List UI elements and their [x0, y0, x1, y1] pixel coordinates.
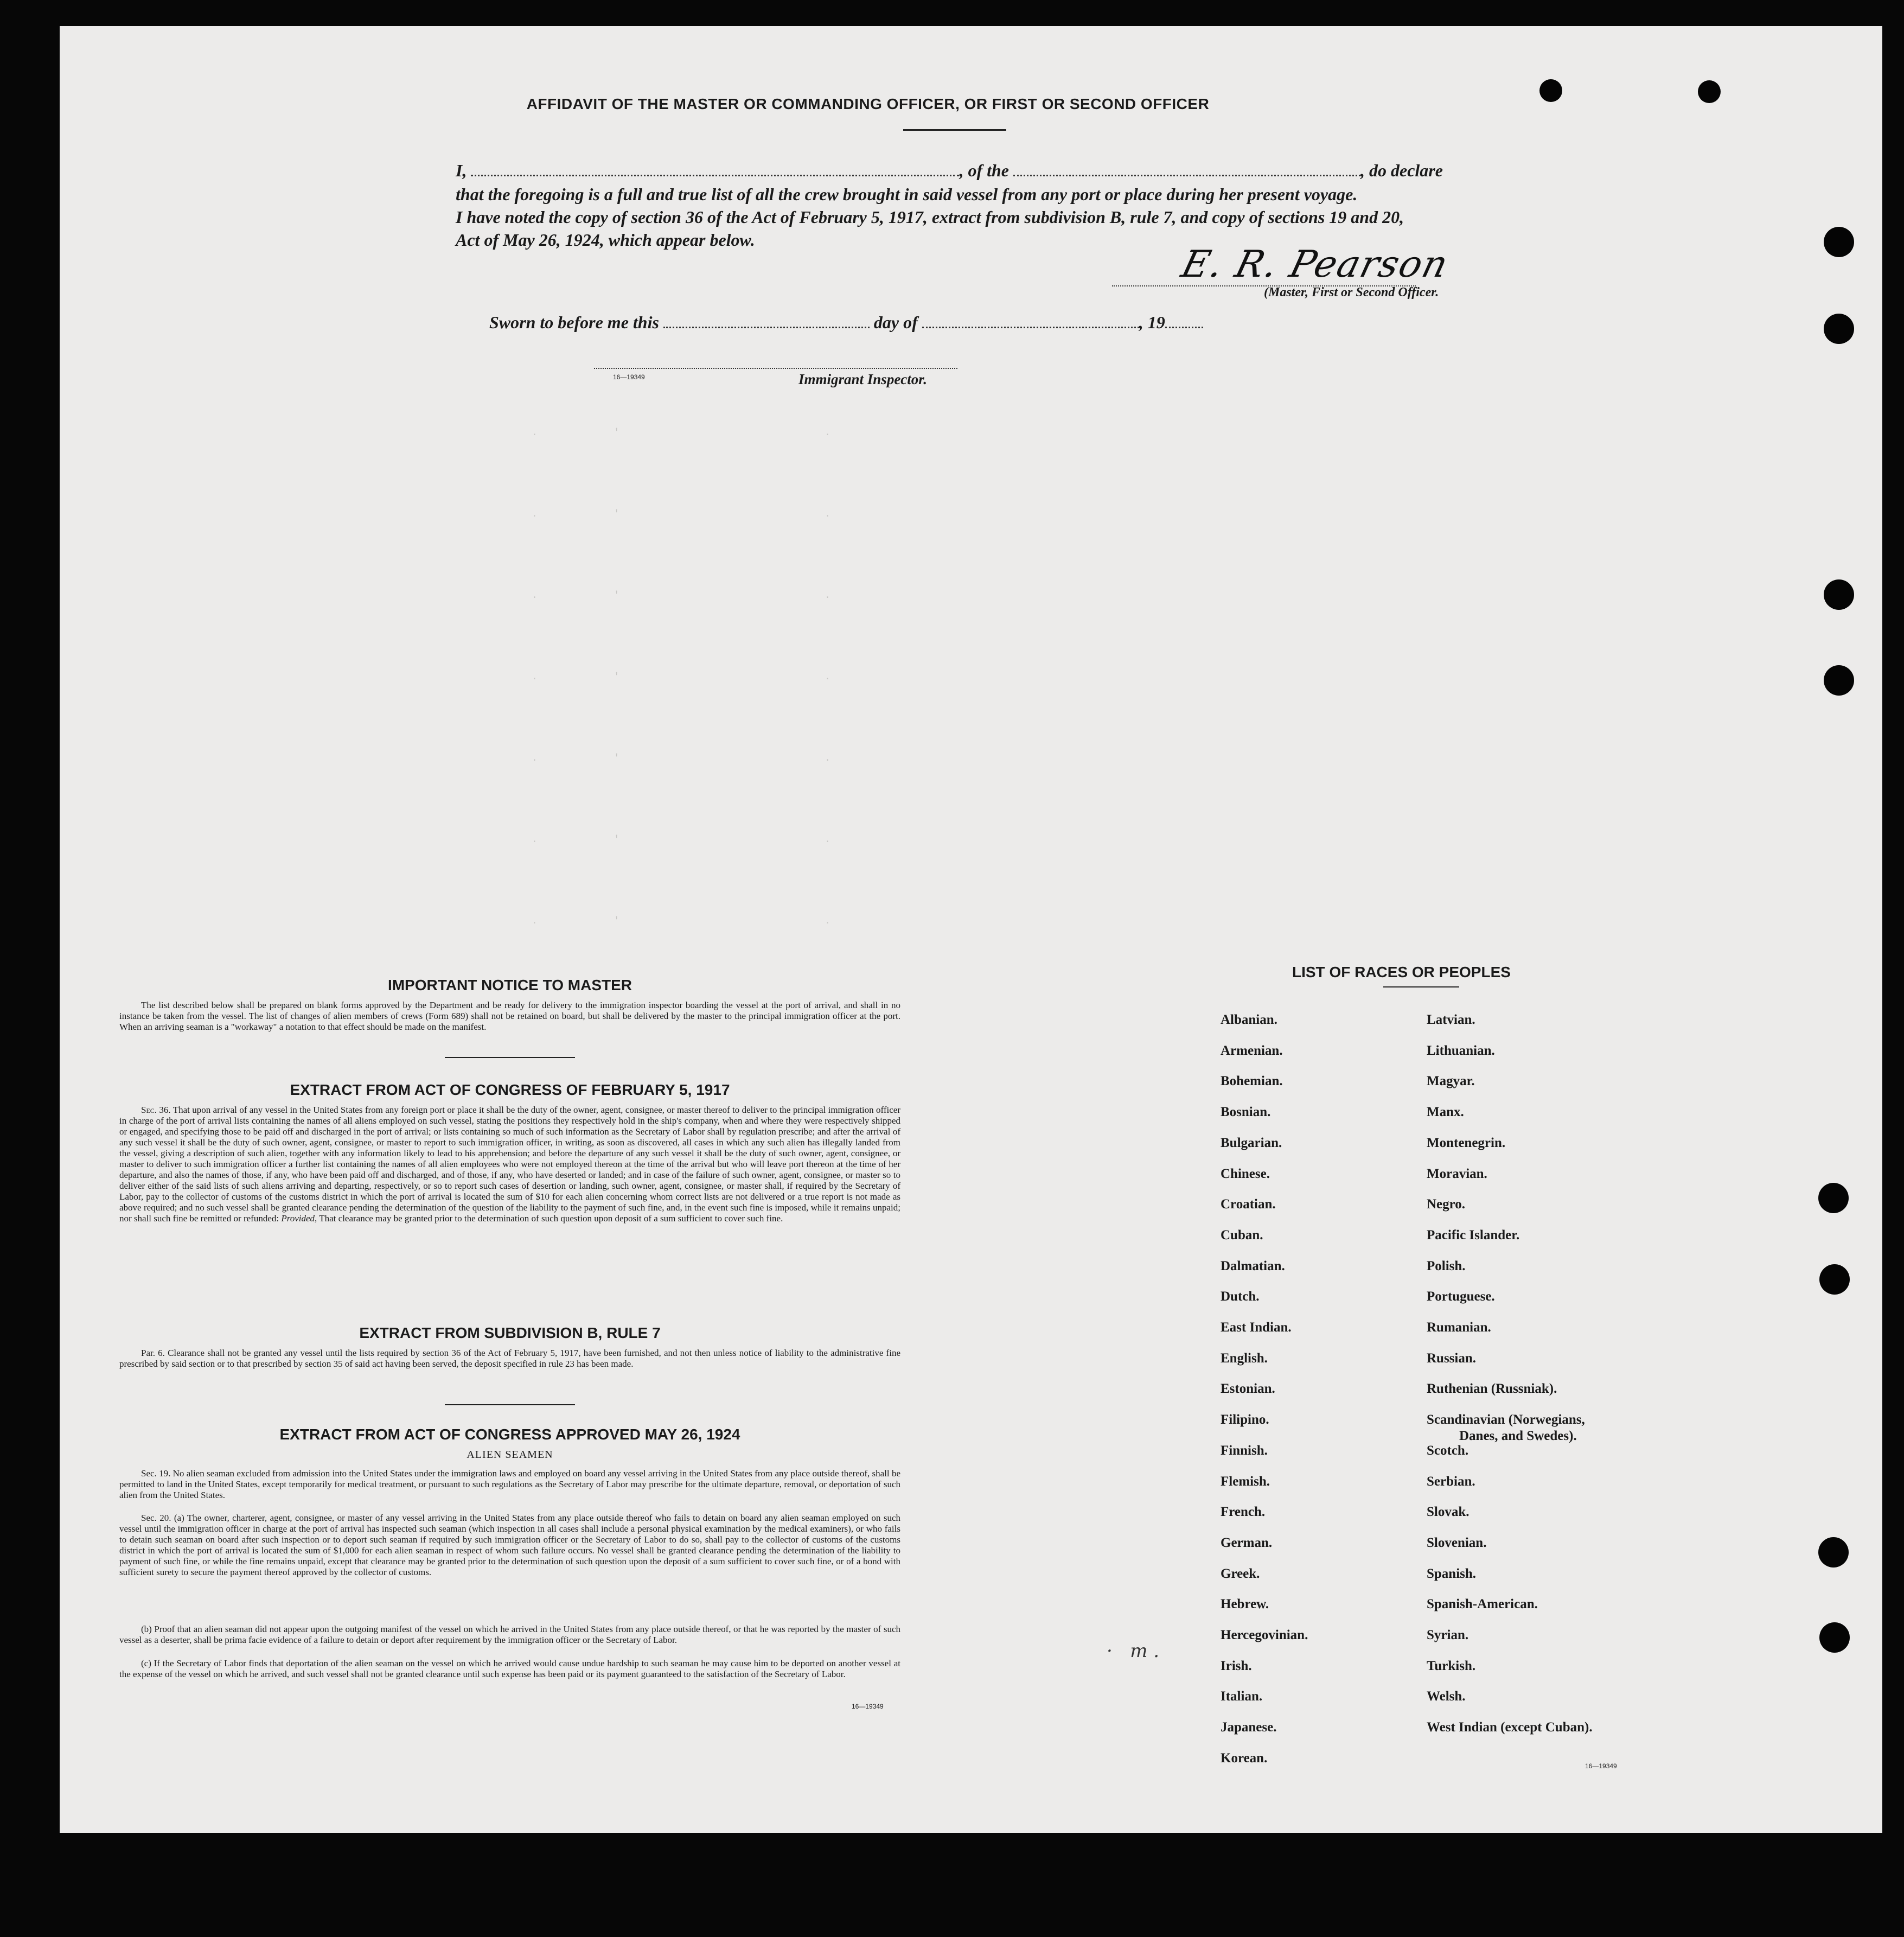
race-item: Montenegrin.: [1427, 1136, 1506, 1150]
sec-20c-text: (c) If the Secretary of Labor finds that deportation of the alien seaman on the vessel on which he arrived would cause undue hardship to such seaman he may cause him to be deported on another vessel at the expense of the vessel on which he arrived, and such vessel shall not be granted clearance until such expense has been paid or its payment guaranteed to the satisfaction of the Secretary of Labor.: [119, 1658, 900, 1679]
race-item: Scotch.: [1427, 1443, 1469, 1458]
sworn-day-field[interactable]: [663, 327, 870, 328]
race-item: Magyar.: [1427, 1074, 1475, 1088]
race-item: Slovenian.: [1427, 1535, 1487, 1550]
divider: [445, 1057, 575, 1058]
title-divider: [903, 129, 1006, 131]
race-item: German.: [1221, 1535, 1273, 1550]
race-item: Portuguese.: [1427, 1289, 1495, 1304]
divider: [445, 1404, 575, 1405]
notice-title: IMPORTANT NOTICE TO MASTER: [387, 977, 632, 993]
document-page: [60, 26, 1882, 1833]
punch-hole: [1698, 80, 1721, 103]
form-number-bottom-left: 16—19349: [852, 1703, 884, 1710]
sec-20a-text: Sec. 20. (a) The owner, charterer, agent, consignee, or master of any vessel arriving in the United States from any place outside thereof who fails to detain on board any alien seaman employed on such vessel until the immigration officer in charge at the port of arrival has inspected such seaman (which inspection in all cases shall include a personal physical examination by the medical examiners), or who fails to detain such seaman on board after such inspection or to deport such seaman if required by such immigration officer or the Secretary of Labor to do so, shall pay to the collector of customs of the customs district in which the port of arrival is located the sum of $1,000 for each alien seaman in respect of whom such failure occurs. No vessel shall be granted clearance pending the determination of the liability to payment of such fine, or while the fine remains unpaid, except that clearance may be granted prior to the determination of such question upon the deposit of a sum sufficient to cover such fine, or of a bond with sufficient surety to secure the payment thereof approved by the collector of customs.: [119, 1513, 900, 1577]
punch-hole: [1818, 1183, 1849, 1213]
punch-hole: [1824, 579, 1854, 610]
race-item: Albanian.: [1221, 1012, 1277, 1027]
i-label: I,: [456, 161, 467, 180]
punch-hole: [1539, 79, 1562, 102]
sworn-line: [489, 313, 1203, 333]
notice-body: The list described below shall be prepared on blank forms approved by the Department and be ready for delivery to the immigration inspector boarding the vessel at the port of arrival, and shall in no instance be taken from the vessel. The list of changes of alien members of crews (Form 689) shall not be retained on board, but shall be delivered by the master to the principal immigration officer at the port. When an arriving seaman is a "workaway" a notation to that effect should be made on the manifest.: [119, 1000, 900, 1032]
sworn-year-field[interactable]: [1165, 327, 1203, 328]
proviso-text: That clearance may be granted prior to the determination of such question upon deposit of a sum sufficient to cover such fine.: [319, 1213, 783, 1224]
proviso-label: Provided,: [281, 1213, 317, 1224]
races-title: LIST OF RACES OR PEOPLES: [1292, 964, 1511, 980]
sec-36-label: Sec. 36.: [141, 1105, 171, 1115]
signature: E. R. Pearson: [1177, 243, 1453, 286]
race-item: Danes, and Swedes).: [1459, 1429, 1577, 1443]
sec-19-text: Sec. 19. No alien seaman excluded from admission into the United States under the immigration laws and employed on board any vessel arriving in the United States from any place outside thereof, shall be permitted to land in the United States, except temporarily for medical treatment, or pursuant to such regulations as the Secretary of Labor may prescribe for the ultimate departure, removal, or deportation of such alien from the United States.: [119, 1468, 900, 1500]
extract-1917-body: [119, 1105, 900, 1224]
race-item: Japanese.: [1221, 1720, 1277, 1735]
extract-1917-title: EXTRACT FROM ACT OF CONGRESS OF FEBRUARY 5, 1917: [290, 1081, 730, 1098]
race-item: Scandinavian (Norwegians,: [1427, 1412, 1585, 1427]
punch-hole: [1824, 314, 1854, 344]
race-item: Hebrew.: [1221, 1597, 1269, 1611]
race-item: West Indian (except Cuban).: [1427, 1720, 1593, 1735]
race-item: Hercegovinian.: [1221, 1628, 1308, 1642]
race-item: Bohemian.: [1221, 1074, 1283, 1088]
race-item: East Indian.: [1221, 1320, 1292, 1335]
race-item: Syrian.: [1427, 1628, 1469, 1642]
rule-7-body: Par. 6. Clearance shall not be granted any vessel until the lists required by section 36 of the Act of February 5, 1917, have been furnished, and not then unless notice of liability to the administrative fine prescribed by said section or to that prescribed by section 35 of said act having been served, the deposit specified in rule 23 has been made.: [119, 1348, 900, 1369]
race-item: Dutch.: [1221, 1289, 1260, 1304]
race-item: Pacific Islander.: [1427, 1228, 1520, 1243]
race-item: Irish.: [1221, 1659, 1252, 1673]
rule-7-title: EXTRACT FROM SUBDIVISION B, RULE 7: [359, 1324, 661, 1341]
year-prefix: , 19: [1139, 313, 1165, 332]
declaration-line-4: Act of May 26, 1924, which appear below.: [456, 230, 755, 250]
sworn-before-label: Sworn to before me this: [489, 313, 659, 332]
handwritten-mark: · m .: [1107, 1640, 1160, 1662]
of-the-label: , of the: [959, 161, 1009, 180]
race-item: Manx.: [1427, 1105, 1464, 1119]
do-declare-label: , do declare: [1360, 161, 1443, 180]
race-item: Ruthenian (Russniak).: [1427, 1381, 1557, 1396]
inspector-signature-line: [594, 368, 957, 369]
race-item: English.: [1221, 1351, 1268, 1366]
race-item: Negro.: [1427, 1197, 1466, 1212]
race-item: Serbian.: [1427, 1474, 1475, 1489]
race-item: Slovak.: [1427, 1505, 1469, 1519]
race-item: Flemish.: [1221, 1474, 1270, 1489]
declaration-line-3: I have noted the copy of section 36 of the Act of February 5, 1917, extract from subdivision B, rule 7, and copy of sections 19 and 20,: [456, 207, 1404, 227]
race-item: Finnish.: [1221, 1443, 1268, 1458]
bleed-through-marks: . ' . . ' . . ' . . ' . . ' . . ' . . ' .: [532, 428, 830, 927]
punch-hole: [1824, 227, 1854, 257]
sec-36-text: That upon arrival of any vessel in the United States from any foreign port or place it shall be the duty of the owner, agent, consignee, or master thereof to deliver to the principal immigration officer in charge of the port of arrival lists containing the names of all aliens employed on such vessel, stating the positions they respectively hold in the ship's company, when and where they were respectively shipped or engaged, and specifying those to be paid off and discharged in the port of arrival; or lists containing so much of such information as the Secretary of Labor shall by regulation prescribe; and after the arrival of any such vessel it shall be the duty of such owner, agent, consignee, or master to report to such immigration officer, in writing, as soon as discovered, all cases in which any such alien has illegally landed from the vessel, giving a description of such alien, together with any information likely to lead to his apprehension; and before the departure of any such vessel it shall be the duty of such owner, agent, consignee, or master to deliver to such immigration officer a further list containing the names of all alien employees who were not employed thereon at the time of the arrival but who will leave port thereon at the time of her departure, and also the names of those, if any, who have been paid off and discharged, and of those, if any, who have deserted or landed; and in case of the failure of such owner, agent, consignee, or master so to deliver either of the said lists of such aliens arriving and departing, respectively, or so to report such cases of desertion or landing, such owner, agent, consignee, or master shall, if required by the Secretary of Labor, pay to the collector of customs of the customs district in which the port of arrival is located the sum of $10 for each alien concerning whom correct lists are not delivered or a true report is not made as above required; and no such vessel shall be granted clearance pending the determination of the question of the liability to the payment of such fine, and, in the event such fine is imposed, while it remains unpaid; nor shall such fine be remitted or refunded:: [119, 1105, 900, 1224]
race-item: Russian.: [1427, 1351, 1477, 1366]
declaration-line-1: [456, 161, 1524, 181]
vessel-name-field[interactable]: [1013, 175, 1360, 176]
race-item: Polish.: [1427, 1259, 1466, 1273]
punch-hole: [1818, 1537, 1849, 1568]
form-number-top: 16—19349: [613, 373, 645, 381]
form-number-bottom-right: 16—19349: [1585, 1762, 1617, 1770]
race-item: Bulgarian.: [1221, 1136, 1282, 1150]
race-item: Moravian.: [1427, 1167, 1487, 1181]
race-item: Filipino.: [1221, 1412, 1269, 1427]
declaration-line-2: that the foregoing is a full and true list of all the crew brought in said vessel from any port or place during her present voyage.: [456, 184, 1358, 204]
race-item: Cuban.: [1221, 1228, 1263, 1243]
sec-20b-text: (b) Proof that an alien seaman did not appear upon the outgoing manifest of the vessel on which he arrived in the United States from any place outside thereof, or that he was reported by the master of such vessel as a deserter, shall be prima facie evidence of a failure to detain or deport after requirement by the immigration officer or the Secretary of Labor.: [119, 1624, 900, 1645]
race-item: French.: [1221, 1505, 1266, 1519]
punch-hole: [1819, 1264, 1850, 1295]
race-item: Greek.: [1221, 1566, 1260, 1581]
race-item: Croatian.: [1221, 1197, 1276, 1212]
master-name-field[interactable]: [471, 175, 959, 176]
race-item: Rumanian.: [1427, 1320, 1491, 1335]
day-of-label: day of: [873, 313, 918, 332]
race-item: Armenian.: [1221, 1043, 1283, 1058]
race-item: Spanish-American.: [1427, 1597, 1538, 1611]
race-item: Italian.: [1221, 1689, 1263, 1704]
affidavit-title: AFFIDAVIT OF THE MASTER OR COMMANDING OFFICER, OR FIRST OR SECOND OFFICER: [526, 95, 1210, 112]
race-item: Lithuanian.: [1427, 1043, 1495, 1058]
alien-seamen-subtitle: ALIEN SEAMEN: [467, 1449, 553, 1461]
punch-hole: [1819, 1622, 1850, 1653]
race-item: Korean.: [1221, 1751, 1268, 1766]
inspector-caption: Immigrant Inspector.: [798, 371, 928, 387]
race-item: Dalmatian.: [1221, 1259, 1285, 1273]
extract-1924-title: EXTRACT FROM ACT OF CONGRESS APPROVED MAY 26, 1924: [279, 1426, 740, 1443]
race-item: Spanish.: [1427, 1566, 1477, 1581]
punch-hole: [1824, 665, 1854, 696]
race-item: Estonian.: [1221, 1381, 1275, 1396]
race-item: Chinese.: [1221, 1167, 1270, 1181]
sworn-month-field[interactable]: [922, 327, 1139, 328]
signature-area: [1112, 243, 1530, 303]
race-item: Welsh.: [1427, 1689, 1466, 1704]
race-item: Turkish.: [1427, 1659, 1476, 1673]
races-title-underline: [1383, 986, 1459, 987]
race-item: Latvian.: [1427, 1012, 1475, 1027]
race-item: Bosnian.: [1221, 1105, 1271, 1119]
signature-caption: (Master, First or Second Officer.: [1264, 285, 1439, 300]
